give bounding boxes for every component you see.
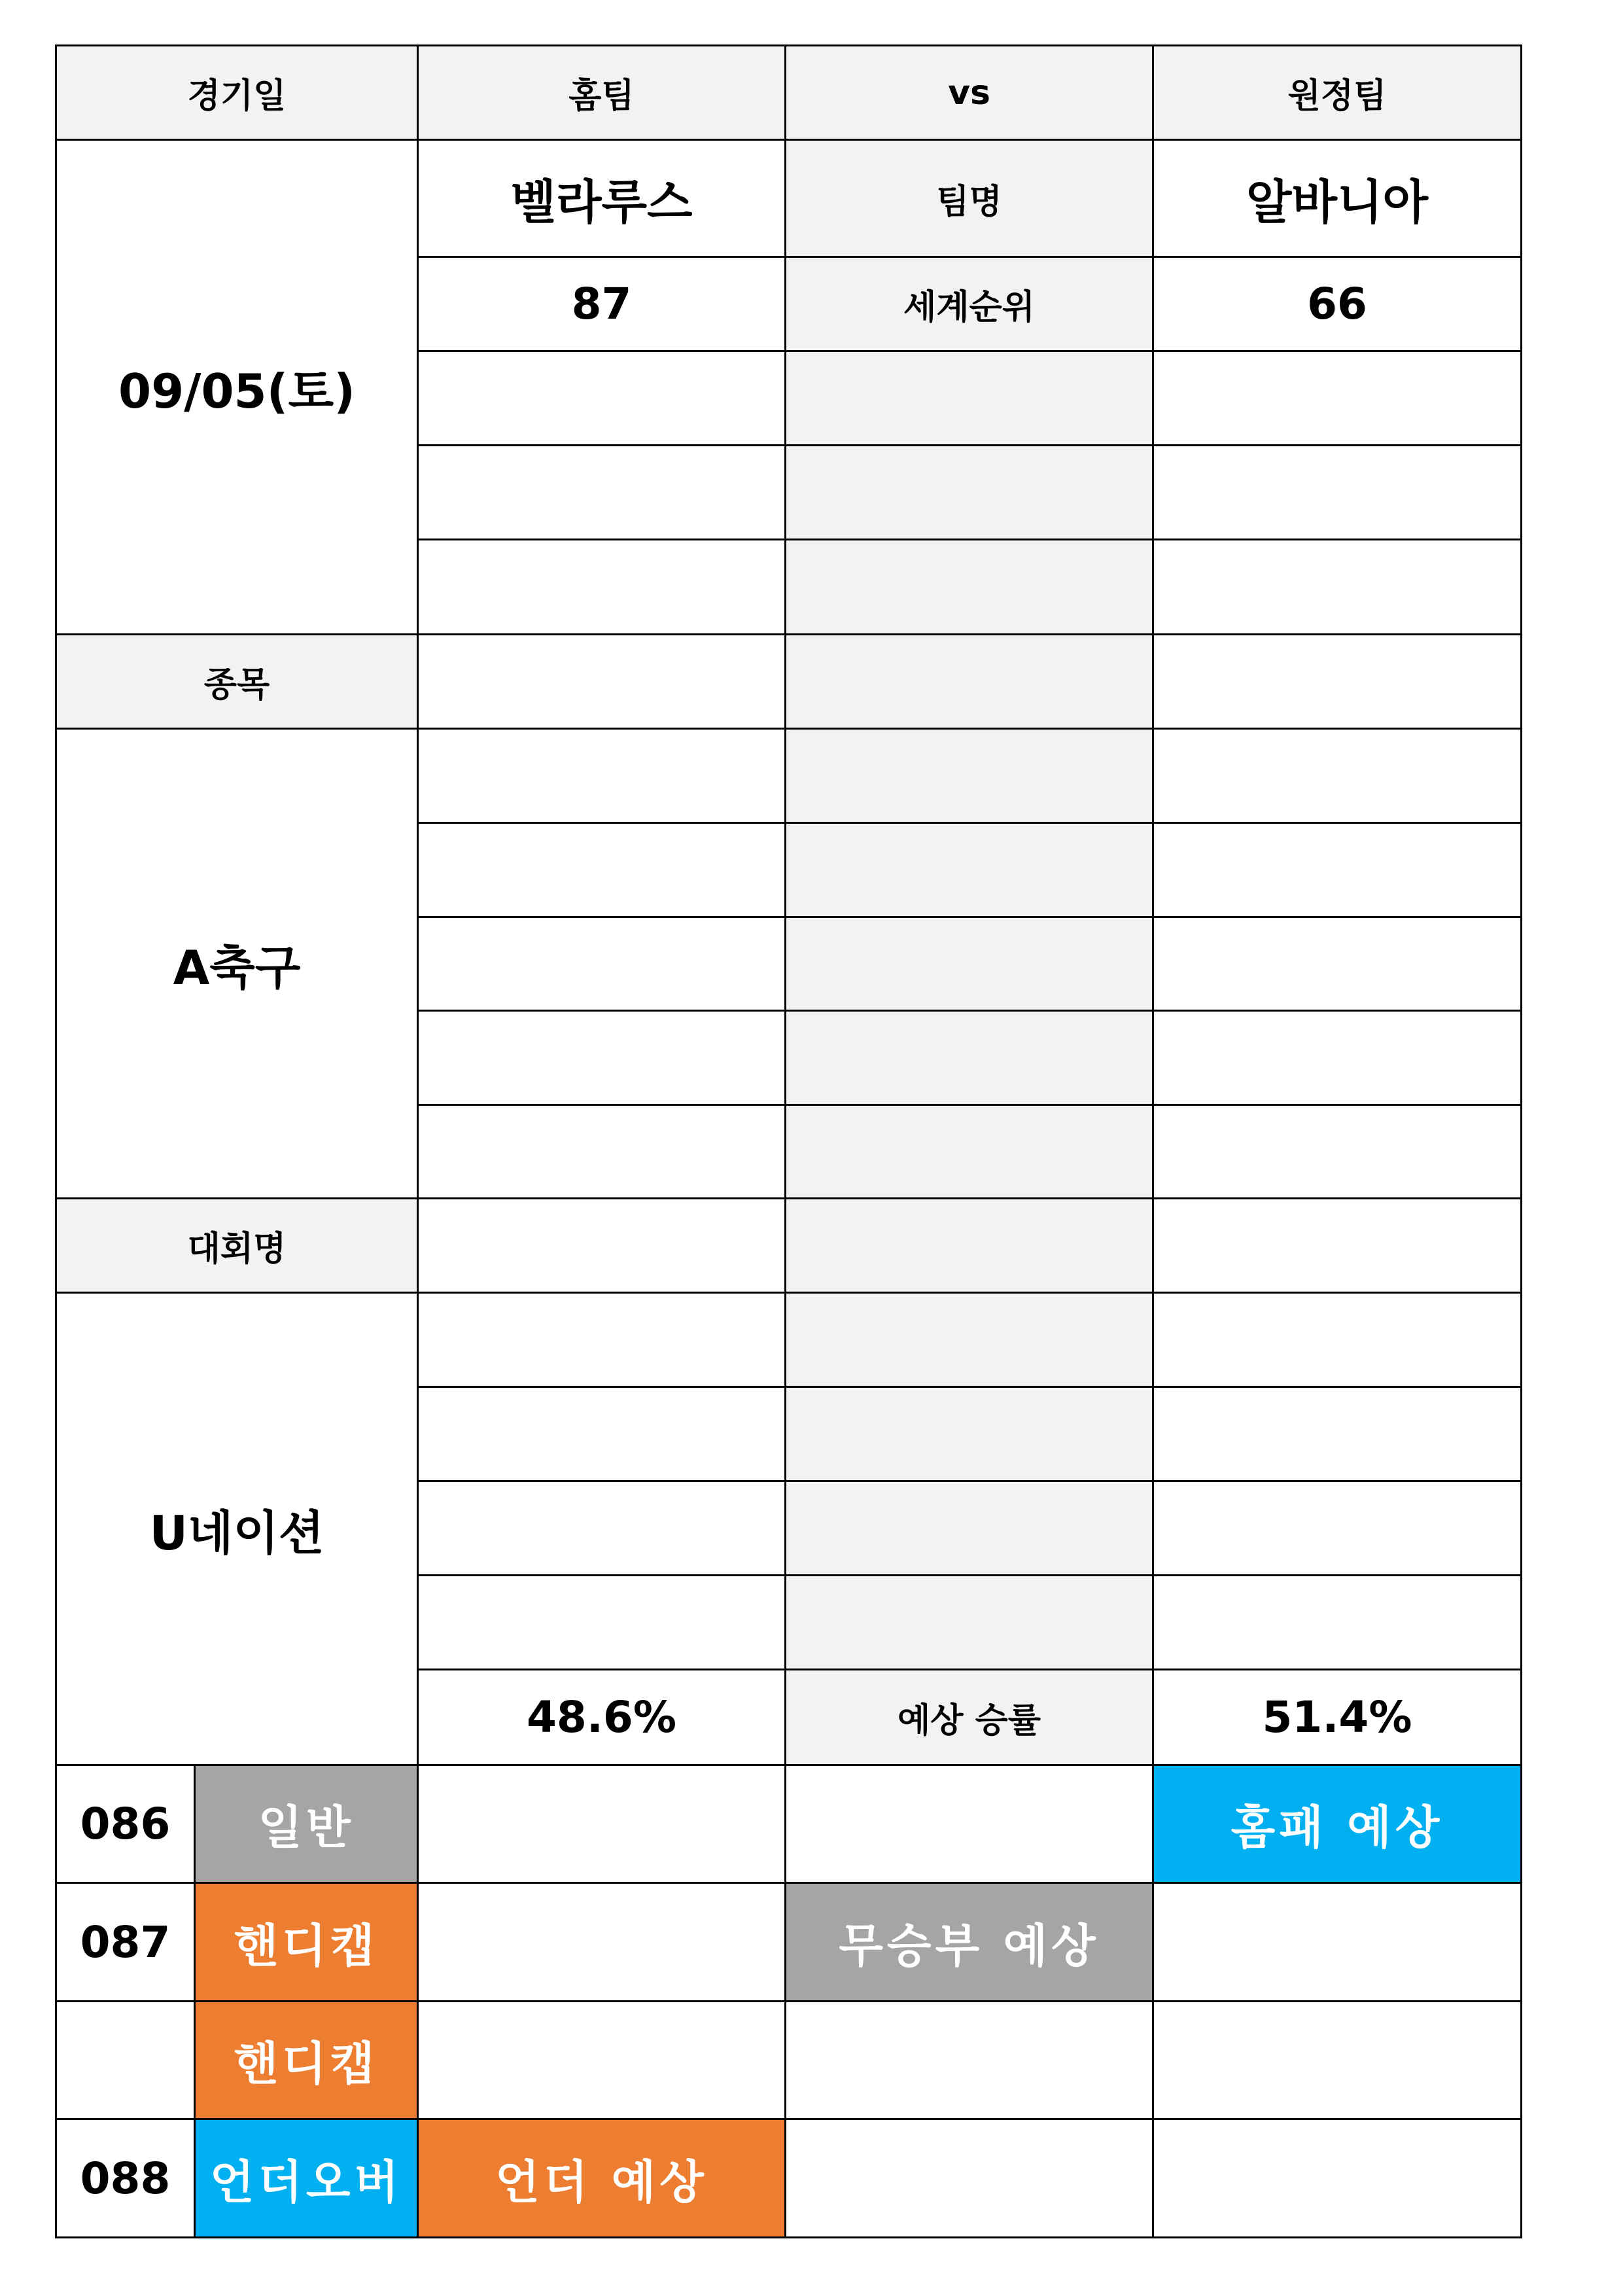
header-away-team: 원정팀 bbox=[1152, 44, 1522, 141]
home-world-rank: 87 bbox=[417, 256, 786, 352]
sport-value: A축구 bbox=[55, 728, 419, 1199]
prediction-badge-home-loss: 홈패 예상 bbox=[1152, 1764, 1522, 1884]
empty-cell bbox=[1152, 444, 1522, 540]
bet-number: 088 bbox=[55, 2118, 196, 2238]
empty-cell bbox=[1152, 1480, 1522, 1576]
empty-cell bbox=[417, 822, 786, 918]
empty-cell bbox=[417, 539, 786, 635]
empty-cell bbox=[1152, 633, 1522, 730]
bet-type-badge: 언더오버 bbox=[194, 2118, 419, 2238]
empty-cell bbox=[784, 2000, 1154, 2120]
empty-cell bbox=[417, 350, 786, 446]
bet-number: 086 bbox=[55, 1764, 196, 1884]
empty-cell bbox=[784, 2118, 1154, 2238]
world-rank-label: 세계순위 bbox=[784, 256, 1154, 352]
empty-cell bbox=[417, 1574, 786, 1670]
header-home-team: 홈팀 bbox=[417, 44, 786, 141]
empty-cell bbox=[1152, 1386, 1522, 1482]
league-label: 대회명 bbox=[55, 1197, 419, 1294]
bet-type-badge: 일반 bbox=[194, 1764, 419, 1884]
empty-cell bbox=[417, 1292, 786, 1388]
empty-cell bbox=[784, 916, 1154, 1012]
empty-cell bbox=[784, 1480, 1154, 1576]
empty-cell bbox=[784, 822, 1154, 918]
empty-cell bbox=[784, 444, 1154, 540]
away-world-rank: 66 bbox=[1152, 256, 1522, 352]
home-team-name: 벨라루스 bbox=[417, 139, 786, 258]
empty-cell bbox=[417, 1386, 786, 1482]
empty-cell bbox=[1152, 350, 1522, 446]
header-vs: vs bbox=[784, 44, 1154, 141]
empty-cell bbox=[784, 539, 1154, 635]
empty-cell bbox=[784, 1197, 1154, 1294]
empty-cell bbox=[417, 2000, 786, 2120]
away-win-rate: 51.4% bbox=[1152, 1669, 1522, 1766]
bet-number bbox=[55, 2000, 196, 2120]
empty-cell bbox=[1152, 916, 1522, 1012]
header-date: 경기일 bbox=[55, 44, 419, 141]
empty-cell bbox=[784, 728, 1154, 824]
empty-cell bbox=[1152, 822, 1522, 918]
prediction-badge-draw: 무승부 예상 bbox=[784, 1882, 1154, 2002]
empty-cell bbox=[1152, 539, 1522, 635]
empty-cell bbox=[417, 1104, 786, 1199]
empty-cell bbox=[1152, 1010, 1522, 1106]
empty-cell bbox=[417, 1764, 786, 1884]
match-date: 09/05(토) bbox=[55, 139, 419, 635]
empty-cell bbox=[1152, 1104, 1522, 1199]
empty-cell bbox=[417, 728, 786, 824]
empty-cell bbox=[1152, 1574, 1522, 1670]
team-name-label: 팀명 bbox=[784, 139, 1154, 258]
empty-cell bbox=[1152, 728, 1522, 824]
empty-cell bbox=[1152, 1292, 1522, 1388]
empty-cell bbox=[417, 1197, 786, 1294]
away-team-name: 알바니아 bbox=[1152, 139, 1522, 258]
empty-cell bbox=[417, 1480, 786, 1576]
prediction-badge-under: 언더 예상 bbox=[417, 2118, 786, 2238]
home-win-rate: 48.6% bbox=[417, 1669, 786, 1766]
empty-cell bbox=[1152, 2000, 1522, 2120]
empty-cell bbox=[1152, 1197, 1522, 1294]
empty-cell bbox=[1152, 2118, 1522, 2238]
empty-cell bbox=[784, 1386, 1154, 1482]
sport-label: 종목 bbox=[55, 633, 419, 730]
empty-cell bbox=[784, 1104, 1154, 1199]
empty-cell bbox=[417, 1882, 786, 2002]
empty-cell bbox=[417, 916, 786, 1012]
empty-cell bbox=[784, 1292, 1154, 1388]
bet-type-badge: 핸디캡 bbox=[194, 1882, 419, 2002]
league-value: U네이션 bbox=[55, 1292, 419, 1766]
empty-cell bbox=[417, 633, 786, 730]
bet-number: 087 bbox=[55, 1882, 196, 2002]
empty-cell bbox=[417, 444, 786, 540]
empty-cell bbox=[784, 633, 1154, 730]
bet-type-badge: 핸디캡 bbox=[194, 2000, 419, 2120]
empty-cell bbox=[1152, 1882, 1522, 2002]
match-prediction-sheet bbox=[55, 44, 1522, 2238]
empty-cell bbox=[784, 1010, 1154, 1106]
empty-cell bbox=[784, 1574, 1154, 1670]
win-rate-label: 예상 승률 bbox=[784, 1669, 1154, 1766]
empty-cell bbox=[417, 1010, 786, 1106]
empty-cell bbox=[784, 1764, 1154, 1884]
empty-cell bbox=[784, 350, 1154, 446]
